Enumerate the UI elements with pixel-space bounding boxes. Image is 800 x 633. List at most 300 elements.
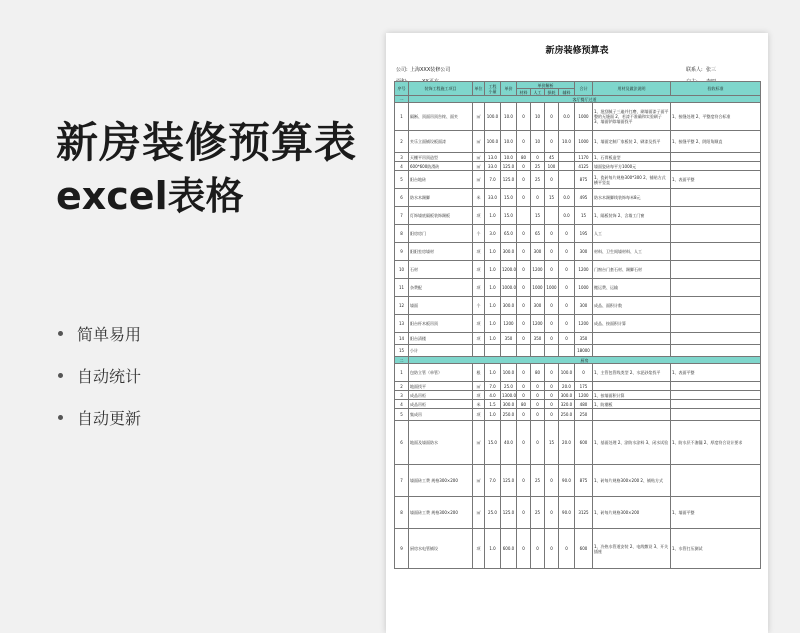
cell-remark: 1、接缝平整 2、阴阳角顺直 (671, 131, 761, 153)
feature-label: 简单易用 (77, 324, 142, 344)
cell-k: 0 (545, 225, 559, 243)
cell-a: 90.0 (559, 497, 575, 529)
cell-item: 天棚平吊顶造型 (409, 153, 473, 162)
cell-total: 18000 (575, 345, 593, 357)
cell-item: 隔断、顶面吊顶告终、面夹 (409, 103, 473, 131)
cell-spec: 成品、面积计数 (593, 297, 671, 315)
cell-l: 1000 (531, 279, 545, 297)
cell-m: 0 (517, 529, 531, 569)
cell-total: 15 (575, 207, 593, 225)
cell-price: 300.0 (501, 297, 517, 315)
cell-spec: 人工 (593, 225, 671, 243)
cell-qty: 33.0 (485, 162, 501, 171)
header-item: 装饰工程施工项目 (409, 82, 473, 96)
cell-price: 125.0 (501, 171, 517, 189)
cell-a: 0 (559, 297, 575, 315)
cell-m: 80 (517, 400, 531, 409)
cell-l: 25 (531, 497, 545, 529)
cell-a: 0 (559, 315, 575, 333)
cell-spec: 门窗台门套石材、踢脚石材 (593, 261, 671, 279)
section-b-body (395, 357, 761, 569)
cell-spec (593, 345, 671, 357)
table-row (395, 207, 761, 225)
cell-a: 320.0 (559, 400, 575, 409)
table-row (395, 103, 761, 131)
cell-k: 0 (545, 103, 559, 131)
cell-no: 15 (395, 345, 409, 357)
cell-remark (671, 465, 761, 497)
cell-m: 0 (517, 279, 531, 297)
cell-item: 成品吊柜 (409, 391, 473, 400)
cell-k: 15 (545, 421, 559, 465)
cell-a: 0 (559, 261, 575, 279)
company-value: 上海XXX装修公司 (410, 67, 451, 73)
cell-l: 1200 (531, 315, 545, 333)
cell-item: 石材 (409, 261, 473, 279)
cell-spec: 1、砖每片规格300×200 2、铺贴方式 (593, 465, 671, 497)
cell-a: 90.0 (559, 465, 575, 497)
header-breakdown: 单价解析 (517, 82, 575, 89)
cell-k: 0 (545, 529, 559, 569)
feature-label: 自动更新 (77, 408, 142, 428)
cell-m: 0 (517, 171, 531, 189)
table-row (395, 162, 761, 171)
cell-no: 5 (395, 409, 409, 421)
cell-unit: 项 (473, 207, 485, 225)
cell-price: 300.0 (501, 243, 517, 261)
cell-a: 20.0 (559, 382, 575, 391)
cell-total: 480 (575, 400, 593, 409)
cell-a: 0 (559, 333, 575, 345)
section-a-body (395, 96, 761, 357)
cell-l: 300 (531, 243, 545, 261)
cell-no: 7 (395, 465, 409, 497)
cell-total: 250 (575, 409, 593, 421)
cell-price: 15.0 (501, 207, 517, 225)
cell-item: 阳房房门 (409, 225, 473, 243)
cell-item: 灯饰墙底隔板装饰踢板 (409, 207, 473, 225)
cell-l: 0 (531, 391, 545, 400)
cell-total: 1000 (575, 279, 593, 297)
cell-no: 2 (395, 131, 409, 153)
cell-a (559, 171, 575, 189)
cell-a: 0.0 (559, 207, 575, 225)
cell-a: 0 (559, 243, 575, 261)
header-spec: 用材及做法说明 (593, 82, 671, 96)
cell-qty: 25.0 (485, 497, 501, 529)
cell-item: 集成吊 (409, 409, 473, 421)
section-header-row (395, 96, 761, 103)
cell-price: 100.0 (501, 364, 517, 382)
cell-total: 175 (575, 382, 593, 391)
cell-m: 0 (517, 382, 531, 391)
cell-total: 600 (575, 421, 593, 465)
cell-unit: 根 (473, 364, 485, 382)
cell-k: 0 (545, 465, 559, 497)
cell-k: 1000 (545, 279, 559, 297)
header-aux: 辅料 (559, 89, 575, 96)
cell-total: 1200 (575, 261, 593, 279)
header-labor: 人工 (531, 89, 545, 96)
cell-total: 495 (575, 189, 593, 207)
cell-no: 8 (395, 225, 409, 243)
cell-total: 3125 (575, 497, 593, 529)
cell-m: 0 (517, 364, 531, 382)
cell-m: 80 (517, 153, 531, 162)
cell-spec: 1、石膏板造型 (593, 153, 671, 162)
cell-item: 墙面砖工费 规格300×200 (409, 465, 473, 497)
cell-price: 1200.0 (501, 261, 517, 279)
table-row (395, 497, 761, 529)
cell-no: 1 (395, 103, 409, 131)
cell-remark (671, 333, 761, 345)
cell-price: 125.0 (501, 465, 517, 497)
cell-m: 0 (517, 333, 531, 345)
cell-spec: 防水木踢脚线装饰每米8元 (593, 189, 671, 207)
cell-m (517, 207, 531, 225)
cell-m (517, 345, 531, 357)
cell-k: 0 (545, 333, 559, 345)
cell-unit: 项 (473, 243, 485, 261)
cell-unit (473, 345, 485, 357)
cell-qty: 1.0 (485, 207, 501, 225)
cell-item: 杂费配 (409, 279, 473, 297)
cell-qty: 1.0 (485, 333, 501, 345)
cell-l: 0 (531, 382, 545, 391)
cell-a: 0 (559, 279, 575, 297)
cell-spec: 搬运费、运输 (593, 279, 671, 297)
header-unit: 单位 (473, 82, 485, 96)
cell-item: 地面及墙面防水 (409, 421, 473, 465)
cell-remark: 1、接缝处理 2、平整度符合标准 (671, 103, 761, 131)
cell-item: 阳台地砖 (409, 171, 473, 189)
cell-remark (671, 400, 761, 409)
header-qty: 工程 小量 (485, 82, 501, 96)
cell-a: 100.0 (559, 364, 575, 382)
cell-item: 阳台清楼 (409, 333, 473, 345)
cell-l: 300 (531, 297, 545, 315)
cell-spec: 1、瓷砖每片规格300*300 2、铺贴方式横平竖直 (593, 171, 671, 189)
cell-a (559, 162, 575, 171)
cell-price: 25.0 (501, 382, 517, 391)
cell-price: 1200 (501, 315, 517, 333)
budget-table (394, 81, 761, 569)
cell-no: 4 (395, 162, 409, 171)
cell-l: 0 (531, 189, 545, 207)
cell-l: 1200 (531, 261, 545, 279)
cell-l: 0 (531, 529, 545, 569)
cell-k: 0 (545, 364, 559, 382)
cell-m: 0 (517, 162, 531, 171)
cell-k (545, 207, 559, 225)
cell-m: 0 (517, 421, 531, 465)
table-row (395, 400, 761, 409)
table-row (395, 189, 761, 207)
table-row (395, 391, 761, 400)
cell-l: 80 (531, 364, 545, 382)
feature-item (58, 354, 141, 396)
cell-price: 65.0 (501, 225, 517, 243)
feature-list (58, 312, 141, 438)
cell-remark (671, 207, 761, 225)
cell-k: 100 (545, 162, 559, 171)
cell-remark (671, 243, 761, 261)
cell-price (501, 345, 517, 357)
header-remark: 验收标准 (671, 82, 761, 96)
cell-no: 3 (395, 391, 409, 400)
cell-no: 5 (395, 171, 409, 189)
cell-remark (671, 225, 761, 243)
cell-spec: 1、隔板装饰 2、含墙工门窗 (593, 207, 671, 225)
cell-qty: 1.0 (485, 297, 501, 315)
cell-price: 10.0 (501, 153, 517, 162)
cell-k: 0 (545, 261, 559, 279)
cell-price: 40.0 (501, 421, 517, 465)
cell-l: 65 (531, 225, 545, 243)
cell-spec (593, 409, 671, 421)
table-row (395, 279, 761, 297)
cell-item: 阳阳室房墙材 (409, 243, 473, 261)
cell-total: 4125 (575, 162, 593, 171)
cell-price: 125.0 (501, 497, 517, 529)
cell-item: 墙面 (409, 297, 473, 315)
cell-unit: 项 (473, 315, 485, 333)
cell-no: 8 (395, 497, 409, 529)
table-row (395, 171, 761, 189)
feature-item (58, 312, 141, 354)
header-machine: 损耗 (545, 89, 559, 96)
cell-price: 10.0 (501, 103, 517, 131)
table-row (395, 297, 761, 315)
cell-no: 14 (395, 333, 409, 345)
cell-l: 10 (531, 131, 545, 153)
cell-unit: ㎡ (473, 153, 485, 162)
cell-l: 25 (531, 171, 545, 189)
cell-price: 600.0 (501, 529, 517, 569)
cell-item: 防水木踢脚 (409, 189, 473, 207)
cell-remark (671, 382, 761, 391)
table-row (395, 345, 761, 357)
cell-unit: 项 (473, 391, 485, 400)
cell-l: 25 (531, 162, 545, 171)
cell-unit: ㎡ (473, 162, 485, 171)
cell-m: 0 (517, 225, 531, 243)
cell-m: 0 (517, 465, 531, 497)
cell-price: 300.0 (501, 400, 517, 409)
cell-remark (671, 189, 761, 207)
cell-l: 25 (531, 465, 545, 497)
cell-a (559, 345, 575, 357)
cell-qty: 1.5 (485, 400, 501, 409)
cell-item: 夹乐立面铺设板面漆 (409, 131, 473, 153)
table-row (395, 409, 761, 421)
table-row (395, 421, 761, 465)
cell-no: 13 (395, 315, 409, 333)
cell-item: 阳台杆木板吊顶 (409, 315, 473, 333)
cell-k: 0 (545, 297, 559, 315)
cell-a: 0 (559, 225, 575, 243)
cell-unit: 项 (473, 529, 485, 569)
cell-a: 0.0 (559, 189, 575, 207)
cell-no: 6 (395, 189, 409, 207)
cell-k: 0 (545, 391, 559, 400)
cell-remark (671, 153, 761, 162)
spreadsheet-preview (386, 33, 768, 633)
cell-k: 45 (545, 153, 559, 162)
promo-headline (56, 118, 357, 220)
cell-no: 6 (395, 421, 409, 465)
cell-spec (593, 382, 671, 391)
cell-qty: 1.0 (485, 261, 501, 279)
cell-remark (671, 261, 761, 279)
table-row (395, 364, 761, 382)
cell-remark (671, 162, 761, 171)
table-row (395, 529, 761, 569)
cell-a: 20.0 (559, 421, 575, 465)
meta-row-1 (386, 64, 768, 76)
cell-m: 0 (517, 297, 531, 315)
cell-qty: 7.0 (485, 382, 501, 391)
cell-no: 9 (395, 243, 409, 261)
cell-k: 0 (545, 171, 559, 189)
table-row (395, 225, 761, 243)
cell-price: 350 (501, 333, 517, 345)
cell-k: 15 (545, 189, 559, 207)
section-label: 二 (395, 357, 409, 364)
cell-price: 250.0 (501, 409, 517, 421)
cell-item: 成品吊柜 (409, 400, 473, 409)
cell-item: 小计 (409, 345, 473, 357)
bullet-dot-icon (58, 415, 63, 420)
cell-m: 0 (517, 391, 531, 400)
section-label: 一 (395, 96, 409, 103)
cell-item: 地面找平 (409, 382, 473, 391)
cell-unit: ㎡ (473, 103, 485, 131)
cell-unit: ㎡ (473, 382, 485, 391)
cell-k: 0 (545, 243, 559, 261)
cell-unit: ㎡ (473, 497, 485, 529)
cell-remark: 1、水管打压测试 (671, 529, 761, 569)
cell-k: 0 (545, 382, 559, 391)
cell-l: 0 (531, 400, 545, 409)
cell-price: 1300.0 (502, 392, 516, 398)
table-row (395, 261, 761, 279)
cell-l: 15 (531, 207, 545, 225)
cell-m: 0 (517, 261, 531, 279)
cell-unit: 项 (473, 279, 485, 297)
cell-k: 0 (545, 400, 559, 409)
cell-total: 1000 (575, 103, 593, 131)
cell-k: 0 (545, 409, 559, 421)
cell-item: 包防立管（单管） (409, 364, 473, 382)
cell-qty (485, 345, 501, 357)
cell-total: 195 (575, 225, 593, 243)
cell-m: 0 (517, 497, 531, 529)
cell-total: 0 (575, 364, 593, 382)
cell-a: 0.0 (559, 103, 575, 131)
table-row (395, 131, 761, 153)
cell-qty: 13.0 (485, 153, 501, 162)
bullet-dot-icon (58, 331, 63, 336)
cell-total: 1000 (575, 131, 593, 153)
company-label: 公司: (396, 67, 408, 73)
cell-remark: 1、防水层不渗漏 2、厚度符合设计要求 (671, 421, 761, 465)
cell-k: 0 (545, 315, 559, 333)
contact-value: 张三 (706, 67, 717, 73)
cell-qty: 100.0 (485, 103, 501, 131)
cell-qty: 1.0 (485, 409, 501, 421)
cell-qty: 1.0 (485, 315, 501, 333)
cell-price: 1000.0 (501, 279, 517, 297)
cell-remark (671, 345, 761, 357)
cell-unit: ㎡ (473, 421, 485, 465)
cell-price: 125.0 (501, 162, 517, 171)
cell-total: 300 (575, 243, 593, 261)
cell-no: 10 (395, 261, 409, 279)
cell-spec: 墙面瓷砖每平方1000元 (593, 162, 671, 171)
cell-total: 1200 (575, 315, 593, 333)
cell-a (559, 153, 575, 162)
section-name: 厨房 (409, 357, 761, 364)
cell-unit: 个 (473, 225, 485, 243)
cell-qty: 7.0 (485, 465, 501, 497)
cell-qty: 7.0 (485, 171, 501, 189)
cell-unit: 项 (473, 409, 485, 421)
cell-spec: 1、墙面定制厂家板装 2、刷漆及找平 (593, 131, 671, 153)
table-row (395, 465, 761, 497)
section-name: 客厅餐厅过道 (409, 96, 761, 103)
cell-qty: 1.0 (485, 529, 501, 569)
cell-no: 1 (395, 364, 409, 382)
cell-k: 0 (545, 131, 559, 153)
table-row (395, 243, 761, 261)
bullet-dot-icon (58, 373, 63, 378)
cell-spec: 1、防潮板 (593, 400, 671, 409)
contact-label: 联系人: (686, 67, 703, 73)
cell-m: 0 (517, 243, 531, 261)
cell-no: 2 (395, 382, 409, 391)
cell-spec (593, 333, 671, 345)
cell-m: 0 (517, 189, 531, 207)
cell-l (531, 345, 545, 357)
cell-item: 厨房水电管铺设 (409, 529, 473, 569)
cell-unit: ㎡ (473, 131, 485, 153)
cell-k (545, 345, 559, 357)
cell-k: 0 (545, 497, 559, 529)
cell-remark (671, 279, 761, 297)
cell-total: 875 (575, 171, 593, 189)
cell-unit: 个 (473, 297, 485, 315)
cell-m: 0 (517, 409, 531, 421)
headline-line-2: excel表格 (56, 174, 244, 218)
cell-remark (671, 391, 761, 400)
cell-qty: 3.0 (485, 225, 501, 243)
cell-total: 350 (575, 333, 593, 345)
cell-spec: 1、按墙面积计算 (593, 391, 671, 400)
cell-qty: 1.0 (485, 364, 501, 382)
cell-total: 600 (575, 529, 593, 569)
cell-qty: 1.0 (485, 279, 501, 297)
table-row (395, 153, 761, 162)
cell-no: 9 (395, 529, 409, 569)
header-total: 合计 (575, 82, 593, 96)
cell-no: 11 (395, 279, 409, 297)
cell-qty: 100.0 (485, 131, 501, 153)
cell-qty: 33.0 (485, 189, 501, 207)
cell-total: 875 (575, 465, 593, 497)
cell-unit: 项 (473, 333, 485, 345)
cell-a: 10.0 (559, 131, 575, 153)
